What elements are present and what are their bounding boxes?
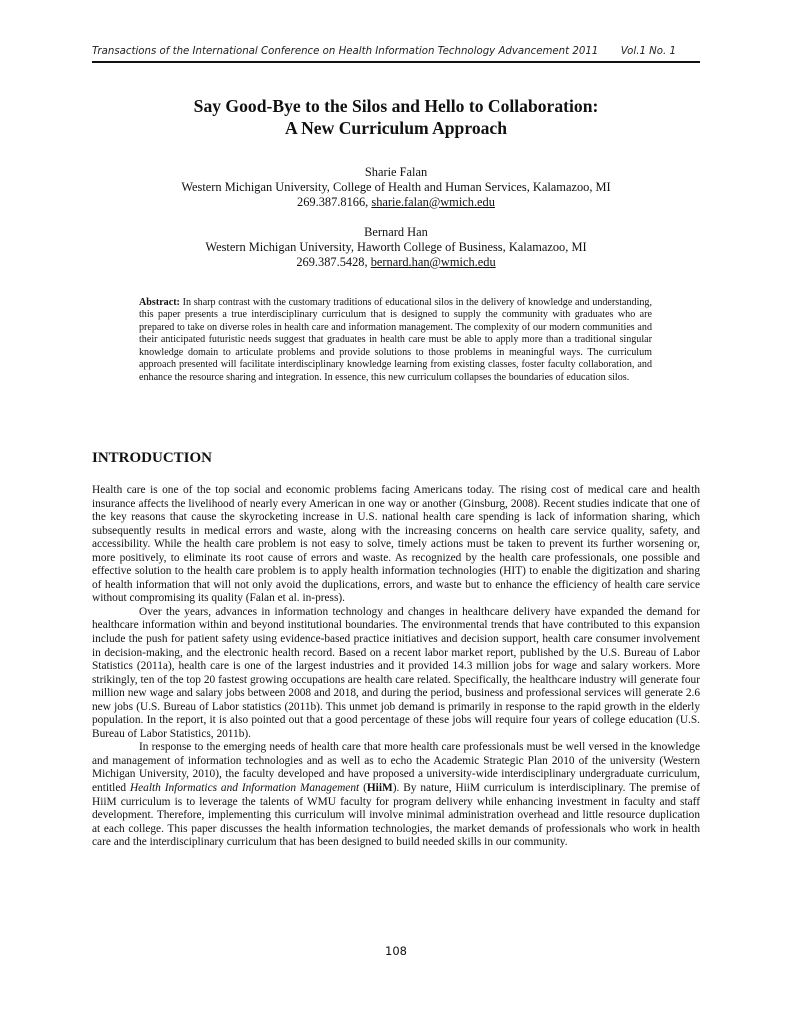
curriculum-acronym: HiiM (366, 782, 393, 795)
header-rule (92, 61, 700, 63)
author-block-1 (92, 165, 700, 209)
paren-open: ( (359, 782, 367, 795)
author-name: Sharie Falan (364, 165, 428, 179)
journal-name: Transactions of the International Conference on Health Information Technology Advancement 2011 (92, 46, 599, 57)
author-affiliation: Western Michigan University, Haworth College of Business, Kalamazoo, MI (205, 239, 587, 254)
paragraph-3-text: In response to the emerging needs of health care that more health care professionals must be well versed in the knowledge and management of information technologies and as well as to echo the Academic Strategic Plan 2010 of the university (Western Michigan University, 2010), the faculty developed and have proposed a university-wide interdisciplinary undergraduate curriculum, entitled (92, 741, 700, 795)
volume-number: Vol.1 No. 1 (620, 46, 676, 57)
author-name: Bernard Han (364, 225, 428, 239)
abstract-label: Abstract: (139, 297, 180, 308)
paragraph-3 (92, 741, 700, 849)
author-email-link[interactable]: sharie.falan@wmich.edu (371, 194, 495, 209)
curriculum-title: Health Informatics and Information Management (129, 782, 360, 795)
title-line-2: A New Curriculum Approach (284, 118, 508, 138)
title-line-1: Say Good-Bye to the Silos and Hello to Collaboration: (193, 96, 599, 116)
paragraph-1: Health care is one of the top social and economic problems facing Americans today. The rising cost of medical care and health insurance affects the livelihood of nearly every American in one way or another (Ginsburg, 2008). Recent studies indicate that one of the key reasons that cause the skyrocketing increase in U.S. national health care spending is lack of information sharing, which subsequently results in medical errors and waste, along with the increasing concerns on health care service quality, safety, and accessibility. While the health care problem is not easy to solve, timely actions must be taken to prevent its further worsening or, more positively, to eliminate its root cause of errors and waste. As recognized by the health care professionals, one possible and effective solution to the health care problem is to apply health information technologies (HIT) to enable the digitization and sharing of health information that will not only avoid the duplications, errors, and waste but to enhance the efficiency of health care service without compromising its quality (Falan et al. in-press). (92, 484, 700, 605)
introduction-body (92, 484, 700, 850)
paragraph-2: Over the years, advances in information technology and changes in healthcare delivery have expanded the demand for healthcare information within and beyond institutional boundaries. The environmental trends that have contributed to this expansion include the push for patient safety using evidence-based practice initiatives and decision support, health care consumer involvement in decision-making, and the electronic health record. Based on a recent labor market report, published by the U.S. Bureau of Labor Statistics (2011a), health care is one of the largest industries and it provided 14.3 million jobs for wage and salary workers. More strikingly, ten of the top 20 fastest growing occupations are health care related. Specifically, the healthcare industry will generate four million new wage and salary jobs between 2008 and 2018, and during the period, business and professional services will generate 2.6 new jobs (U.S. Bureau of Labor statistics (2011b). This unmet job demand is primarily in response to the rapid growth in the elderly population. In the report, it is also pointed out that a good percentage of these jobs will require four years of college education (U.S. Bureau of Labor Statistics, 2011b). (92, 605, 700, 740)
author-contact (92, 195, 700, 210)
author-phone: 269.387.5428, (296, 254, 371, 269)
author-contact (92, 255, 700, 270)
abstract (139, 297, 652, 384)
author-email-link[interactable]: bernard.han@wmich.edu (370, 254, 496, 269)
paragraph-3-text-cont: ). By nature, HiiM curriculum is interdisciplinary. The premise of HiiM curriculum is to leverage the talents of WMU faculty for program delivery while enhancing investment in faculty and staff development. Therefore, implementing this curriculum will involve minimal administration overhead and little resource duplication at each college. This paper discusses the health information technologies, the market demands of professionals who work in health care and the interdisciplinary curriculum that has been designed to build needed skills in our community. (92, 782, 701, 849)
author-block-2 (92, 225, 700, 269)
abstract-text: In sharp contrast with the customary traditions of educational silos in the delivery of knowledge and understanding, this paper presents a true interdisciplinary curriculum that is designed to supply the community with graduates who are prepared to take on diverse roles in health care and information management. The complexity of our modern communities and their anticipated futuristic needs suggest that graduates in health care must be able to apply more than a traditional singular knowledge domain to articulate problems and provide solutions to those problems in meaningful ways. The curriculum approach presented will facilitate interdisciplinary knowledge learning from existing classes, foster faculty collaboration, and enhance the resource sharing and integration. In essence, this new curriculum collapses the boundaries of education silos. (139, 297, 652, 383)
page-number: 108 (385, 944, 407, 958)
paper-title (92, 95, 700, 139)
author-phone: 269.387.8166, (297, 194, 372, 209)
section-heading-introduction: INTRODUCTION (92, 450, 213, 466)
author-affiliation: Western Michigan University, College of Health and Human Services, Kalamazoo, MI (181, 179, 611, 194)
